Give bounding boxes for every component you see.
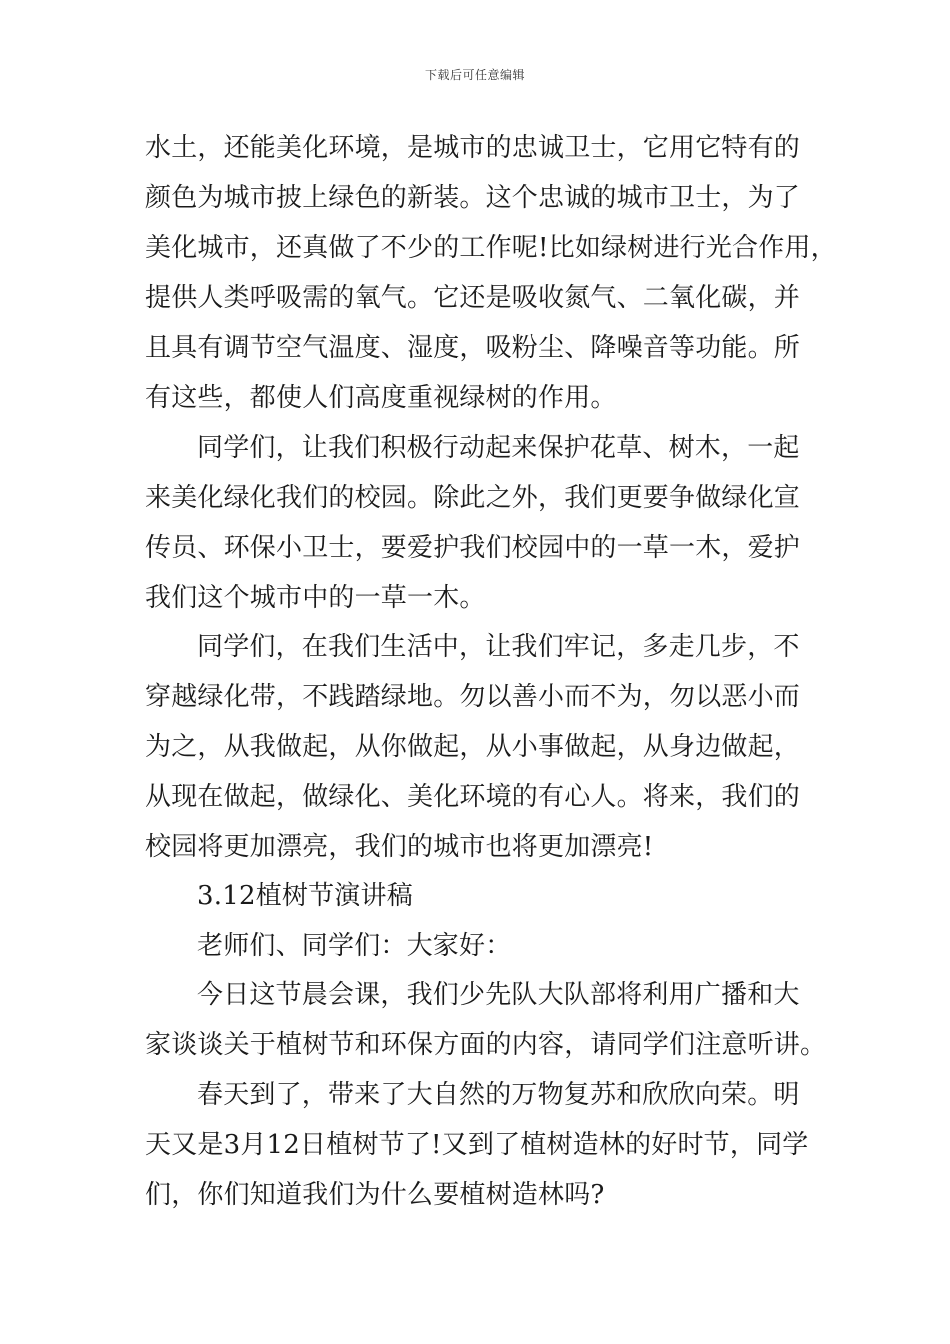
salutation: 老师们、同学们：大家好：	[197, 931, 512, 961]
paragraph-line: 有这些，都使人们高度重视绿树的作用。	[145, 383, 617, 413]
paragraph-line: 天又是3月12日植树节了!又到了植树造林的好时节，同学	[145, 1130, 809, 1160]
paragraph-line: 我们这个城市中的一草一木。	[145, 583, 486, 613]
paragraph-line: 春天到了，带来了大自然的万物复苏和欣欣向荣。明	[197, 1080, 800, 1110]
paragraph-line: 同学们，在我们生活中，让我们牢记，多走几步，不	[197, 632, 800, 662]
paragraph-line: 穿越绿化带，不践踏绿地。勿以善小而不为，勿以恶小而	[145, 682, 801, 712]
paragraph-line: 们，你们知道我们为什么要植树造林吗?	[145, 1180, 605, 1210]
paragraph-line: 水土，还能美化环境，是城市的忠诚卫士，它用它特有的	[145, 133, 801, 163]
paragraph-line: 且具有调节空气温度、湿度，吸粉尘、降噪音等功能。所	[145, 333, 801, 363]
paragraph-line: 为之，从我做起，从你做起，从小事做起，从身边做起，	[145, 732, 801, 762]
paragraph-line: 传员、环保小卫士，要爱护我们校园中的一草一木，爱护	[145, 533, 801, 563]
paragraph-line: 同学们，让我们积极行动起来保护花草、树木，一起	[197, 433, 800, 463]
paragraph-line: 提供人类呼吸需的氧气。它还是吸收氮气、二氧化碳，并	[145, 283, 801, 313]
paragraph-line: 校园将更加漂亮，我们的城市也将更加漂亮!	[145, 832, 654, 862]
paragraph-line: 今日这节晨会课，我们少先队大队部将利用广播和大	[197, 980, 800, 1010]
header-note: 下载后可任意编辑	[424, 68, 525, 82]
speech-title: 3.12植树节演讲稿	[197, 881, 413, 911]
paragraph-line: 从现在做起，做绿化、美化环境的有心人。将来，我们的	[145, 782, 801, 812]
paragraph-line: 家谈谈关于植树节和环保方面的内容，请同学们注意听讲。	[145, 1030, 827, 1060]
paragraph-line: 颜色为城市披上绿色的新装。这个忠诚的城市卫士，为了	[145, 183, 801, 213]
paragraph-line: 美化城市，还真做了不少的工作呢!比如绿树进行光合作用，	[145, 233, 837, 263]
paragraph-line: 来美化绿化我们的校园。除此之外，我们更要争做绿化宣	[145, 483, 801, 513]
